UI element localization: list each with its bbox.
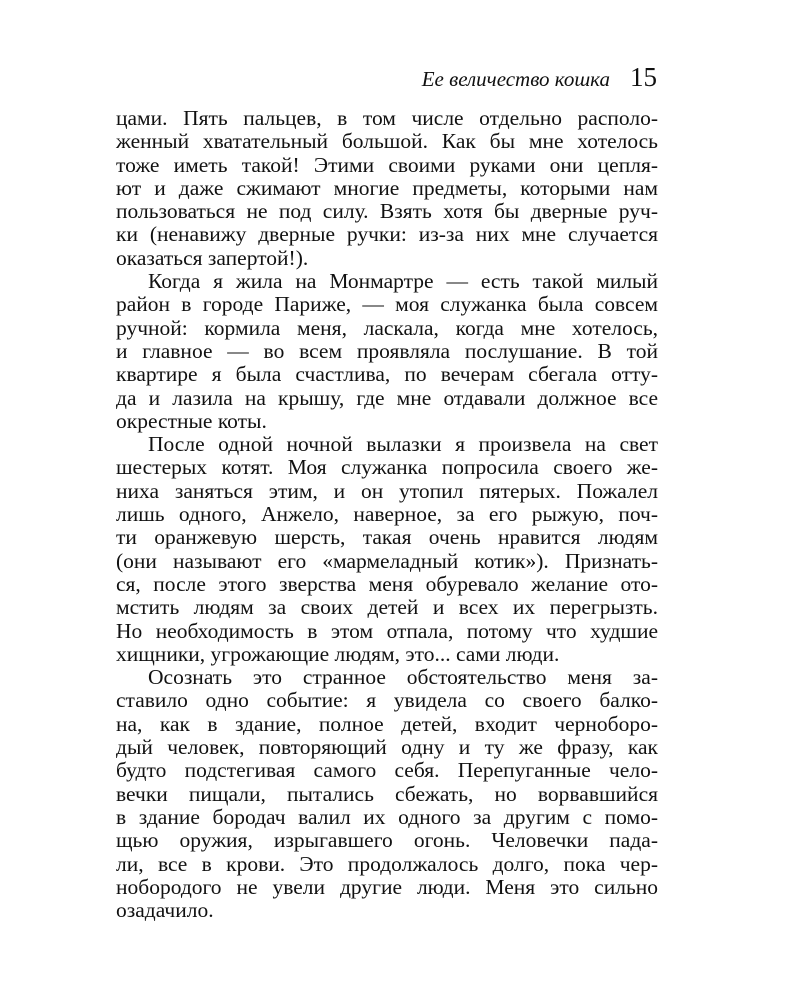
text-line: и главное — во всем проявляла послушание. В той: [116, 338, 658, 363]
text-line: ки (ненавижу дверные ручки: из-за них мне случается: [116, 222, 658, 247]
text-line: будто подстегивая самого себя. Перепуганные чело-: [116, 758, 658, 783]
paragraph-2: [116, 270, 658, 433]
paragraph-3: [116, 433, 658, 666]
text-line: После одной ночной вылазки я произвела на свет: [148, 432, 658, 457]
text-line: лишь одного, Анжело, наверное, за его рыжую, поч-: [116, 502, 658, 527]
text-line: шестерых котят. Моя служанка попросила своего же-: [116, 455, 658, 480]
text-line: озадачило.: [116, 898, 214, 923]
text-line: ставило одно событие: я увидела со своего балко-: [116, 688, 658, 713]
text-line: тоже иметь такой! Этими своими руками они цепля-: [116, 152, 658, 177]
text-line: ют и даже сжимают многие предметы, которыми нам: [116, 175, 658, 200]
text-line: ся, после этого зверства меня обуревало желание ото-: [116, 571, 658, 596]
text-line: женный хватательный большой. Как бы мне хотелось: [116, 129, 658, 154]
text-line: Но необходимость в этом отпала, потому что худшие: [116, 618, 658, 643]
text-line: вечки пищали, пытались сбежать, но ворвавшийся: [116, 781, 658, 806]
paragraph-1: [116, 107, 658, 270]
text-line: оказаться запертой!).: [116, 245, 309, 270]
text-line: Осознать это странное обстоятельство меня за-: [148, 665, 658, 690]
text-line: нобородого не увели другие люди. Меня это сильно: [116, 874, 658, 899]
text-line: мстить людям за своих детей и всех их перегрызть.: [116, 595, 658, 620]
text-line: квартире я была счастлива, по вечерам сбегала отту-: [116, 362, 658, 387]
text-line: на, как в здание, полное детей, входит черноборо-: [116, 711, 658, 736]
text-line: ниха заняться этим, и он утопил пятерых. Пожалел: [116, 478, 658, 503]
text-line: щью оружия, изрыгавшего огонь. Человечки пада-: [116, 828, 658, 853]
text-line: ли, все в крови. Это продолжалось долго, пока чер-: [116, 851, 658, 876]
text-line: да и лазила на крышу, где мне отдавали должное все: [116, 385, 658, 410]
running-title: Ее величество кошка: [421, 67, 610, 91]
text-line: дый человек, повторяющий одну и ту же фразу, как: [116, 735, 658, 760]
text-line: цами. Пять пальцев, в том числе отдельно располо-: [116, 106, 658, 130]
text-line: ти оранжевую шерсть, такая очень нравится людям: [116, 525, 658, 550]
page-number: 15: [630, 62, 657, 92]
text-line: хищники, угрожающие людям, это... сами люди.: [116, 641, 560, 666]
paragraph-4: [116, 666, 658, 922]
body-text: [116, 107, 658, 922]
text-line: пользоваться не под силу. Взять хотя бы дверные руч-: [116, 199, 658, 224]
text-line: окрестные коты.: [116, 408, 267, 433]
running-head: [422, 62, 657, 93]
text-line: ручной: кормила меня, ласкала, когда мне хотелось,: [116, 315, 658, 340]
text-line: (они называют его «мармеладный котик»). Признать-: [116, 548, 658, 573]
text-line: район в городе Париже, — моя служанка была совсем: [116, 292, 658, 317]
text-line: Когда я жила на Монмартре — есть такой милый: [148, 269, 658, 294]
text-line: в здание бородач валил их одного за другим с помо-: [116, 804, 658, 829]
